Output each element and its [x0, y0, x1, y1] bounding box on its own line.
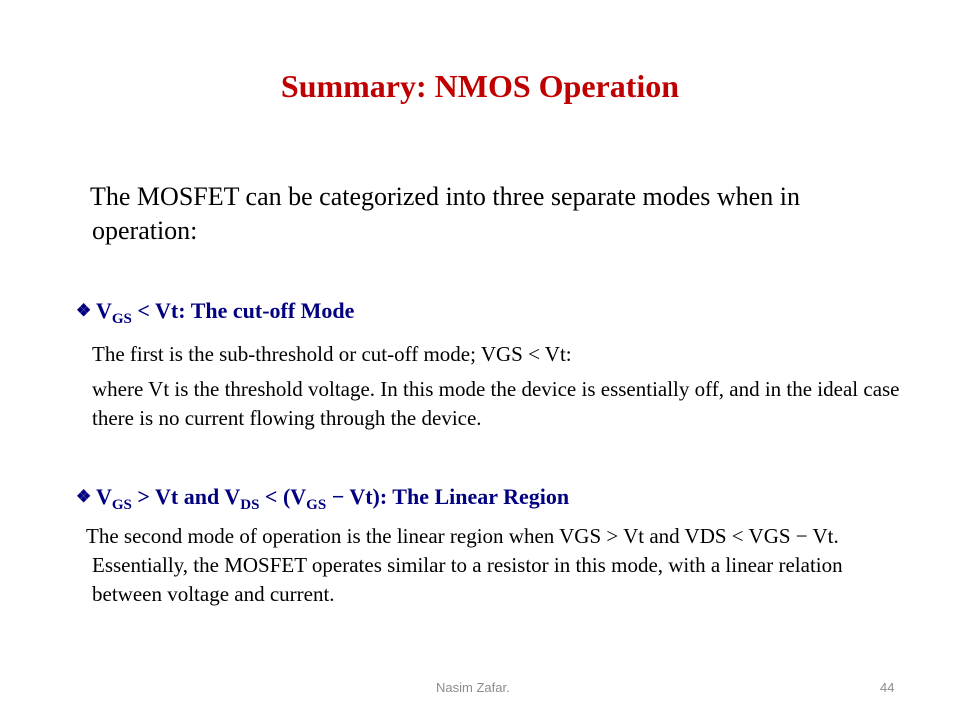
- subscript: GS: [111, 497, 132, 513]
- linear-paragraph: The second mode of operation is the linear region when VGS > Vt and VDS < VGS − Vt. Essentially, the MOSFET operates similar to a resistor in this mode, with a linear relation between voltage and current.: [86, 524, 843, 606]
- cutoff-paragraph-1: The first is the sub-threshold or cut-off mode; VGS < Vt:: [92, 342, 572, 366]
- subscript: GS: [306, 497, 327, 513]
- cutoff-mode-heading: [76, 298, 355, 327]
- heading-text: − Vt): The Linear Region: [326, 484, 570, 509]
- slide-number: 44: [880, 680, 895, 695]
- heading-text: V: [96, 484, 112, 509]
- subscript: DS: [240, 497, 260, 513]
- heading-text: V: [96, 298, 112, 323]
- footer-author: Nasim Zafar.: [436, 680, 510, 695]
- heading-text: < (V: [259, 484, 307, 509]
- linear-mode-heading: [76, 484, 570, 513]
- intro-paragraph: The MOSFET can be categorized into three separate modes when in operation:: [90, 182, 800, 245]
- diamond-bullet-icon: ❖: [76, 487, 92, 506]
- heading-text: > Vt and V: [131, 484, 241, 509]
- subscript: GS: [111, 311, 132, 327]
- heading-text: < Vt: The cut-off Mode: [131, 298, 355, 323]
- slide-title: Summary: NMOS Operation: [280, 68, 680, 104]
- cutoff-paragraph-2: where Vt is the threshold voltage. In this mode the device is essentially off, and in the ideal case there is no current flowing through the device.: [92, 377, 900, 430]
- diamond-bullet-icon: ❖: [76, 301, 92, 320]
